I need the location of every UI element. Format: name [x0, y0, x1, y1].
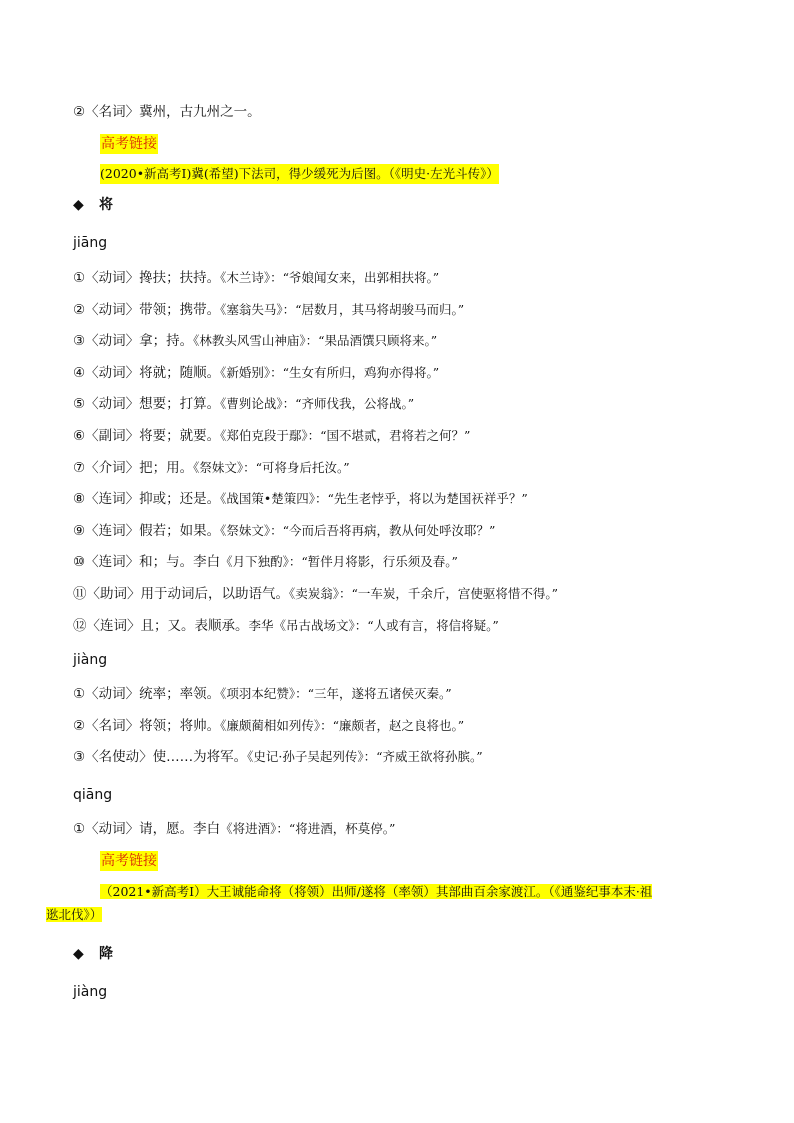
definition-sense: ①〈动词〉搀扶；扶持。 — [73, 270, 221, 286]
definition-line — [73, 521, 495, 541]
definition-sense: ①〈动词〉统率；率领。 — [73, 686, 221, 702]
definition-line — [73, 716, 464, 736]
definition-example: 《战国策•楚策四》：“先生老悖乎，将以为楚国祆祥乎？” — [220, 491, 528, 507]
definition-line — [73, 363, 439, 383]
definition-line — [73, 268, 439, 288]
definition-sense: ③〈名使动〉使……为将军。 — [73, 749, 248, 766]
definition-sense: ⑩〈连词〉和；与。李白 — [73, 554, 221, 571]
character-heading — [73, 944, 113, 964]
gaokao-link-label: 高考链接 — [101, 136, 157, 152]
heading-character: 将 — [99, 197, 113, 213]
definition-sense: ⑫〈连词〉且；又。表顺承。 — [73, 617, 249, 634]
definition-sense: ⑦〈介词〉把；用。 — [73, 459, 194, 476]
definition-sense: ①〈动词〉请，愿。李白 — [73, 821, 221, 837]
definition-sense: ④〈动词〉将就；随顺。 — [73, 364, 221, 381]
definition-line — [73, 102, 261, 122]
definition-line — [73, 394, 414, 414]
pinyin-label: qiāng — [73, 787, 113, 803]
diamond-bullet-icon: ◆ — [73, 946, 84, 962]
definition-example: 《曹刿论战》：“齐师伐我，公将战。” — [220, 396, 415, 412]
definition-line — [73, 819, 395, 839]
definition-line — [73, 684, 452, 704]
definition-example: 《新婚别》：“生女有所归，鸡狗亦得将。” — [220, 364, 440, 380]
definition-example: 《廉颇蔺相如列传》：“廉颇者，赵之良将也。” — [220, 717, 465, 733]
definition-sense: ⑪〈助词〉用于动词后，以助语气。 — [73, 586, 289, 602]
definition-example: 《将进酒》：“将进酒，杯莫停。” — [220, 821, 396, 836]
pinyin-label: jiāng — [73, 235, 108, 251]
definition-example: 《郑伯克段于鄢》：“国不堪贰，君将若之何？” — [220, 428, 471, 443]
definition-line — [73, 747, 483, 767]
definition-sense: ⑤〈动词〉想要；打算。 — [73, 396, 221, 413]
definition-sense: ⑨〈连词〉假若；如果。 — [73, 522, 221, 539]
definition-example: 《祭妹文》：“可将身后托汝。” — [193, 459, 350, 475]
definition-line — [73, 489, 528, 509]
definition-sense: ②〈动词〉带领；携带。 — [73, 301, 221, 318]
definition-line — [73, 331, 437, 351]
definition-sense: ⑥〈副词〉将要；就要。 — [73, 428, 221, 444]
gaokao-link-text: （2021•新高考Ⅰ）大王诚能命将（将领）出师/遂将（率领）其部曲百余家渡江。（《通鉴纪事本末·祖 — [100, 884, 653, 899]
definition-line — [73, 616, 499, 636]
definition-sense: ②〈名词〉将领；将帅。 — [73, 717, 221, 734]
definition-line — [73, 552, 458, 572]
gaokao-link-text: (2020•新高考Ⅰ)冀(希望)下法司，得少缓死为后图。（《明史·左光斗传》） — [100, 164, 499, 184]
definition-line — [73, 584, 558, 604]
definition-line — [73, 426, 470, 446]
definition-example: 《卖炭翁》：“一车炭，千余斤，宫使驱将惜不得。” — [289, 586, 559, 601]
diamond-bullet-icon: ◆ — [73, 197, 84, 213]
definition-example: 《史记·孙子吴起列传》：“齐威王欲将孙膑。” — [247, 749, 483, 765]
definition-example: 《木兰诗》：“爷娘闻女来，出郭相扶将。” — [220, 270, 440, 285]
character-heading — [73, 195, 113, 215]
definition-line — [73, 458, 350, 478]
definition-sense: ③〈动词〉拿；持。 — [73, 333, 194, 350]
definition-example: 《祭妹文》：“今而后吾将再病，教从何处呼汝耶？” — [220, 522, 496, 538]
gaokao-link-label: 高考链接 — [101, 853, 157, 869]
pinyin-label: jiàng — [73, 984, 108, 1000]
definition-example: 李华《吊古战场文》：“人或有言，将信将疑。” — [248, 617, 499, 633]
heading-character: 降 — [99, 946, 113, 962]
definition-example: 《项羽本纪赞》：“三年，遂将五诸侯灭秦。” — [220, 686, 452, 701]
definition-example: 《塞翁失马》：“居数月，其马将胡骏马而归。” — [220, 301, 465, 317]
definition-example: 《月下独酌》：“暂伴月将影，行乐须及春。” — [220, 554, 458, 570]
gaokao-link-paragraph — [46, 880, 723, 926]
definition-sense: ⑧〈连词〉抑或；还是。 — [73, 491, 221, 508]
gaokao-link-text: 逖北伐》） — [46, 907, 103, 922]
pinyin-label: jiàng — [73, 652, 108, 668]
definition-example: 《林教头风雪山神庙》：“果品酒馔只顾将来。” — [193, 333, 438, 349]
definition-line — [73, 300, 464, 320]
definition-text: ②〈名词〉冀州，古九州之一。 — [73, 104, 261, 120]
